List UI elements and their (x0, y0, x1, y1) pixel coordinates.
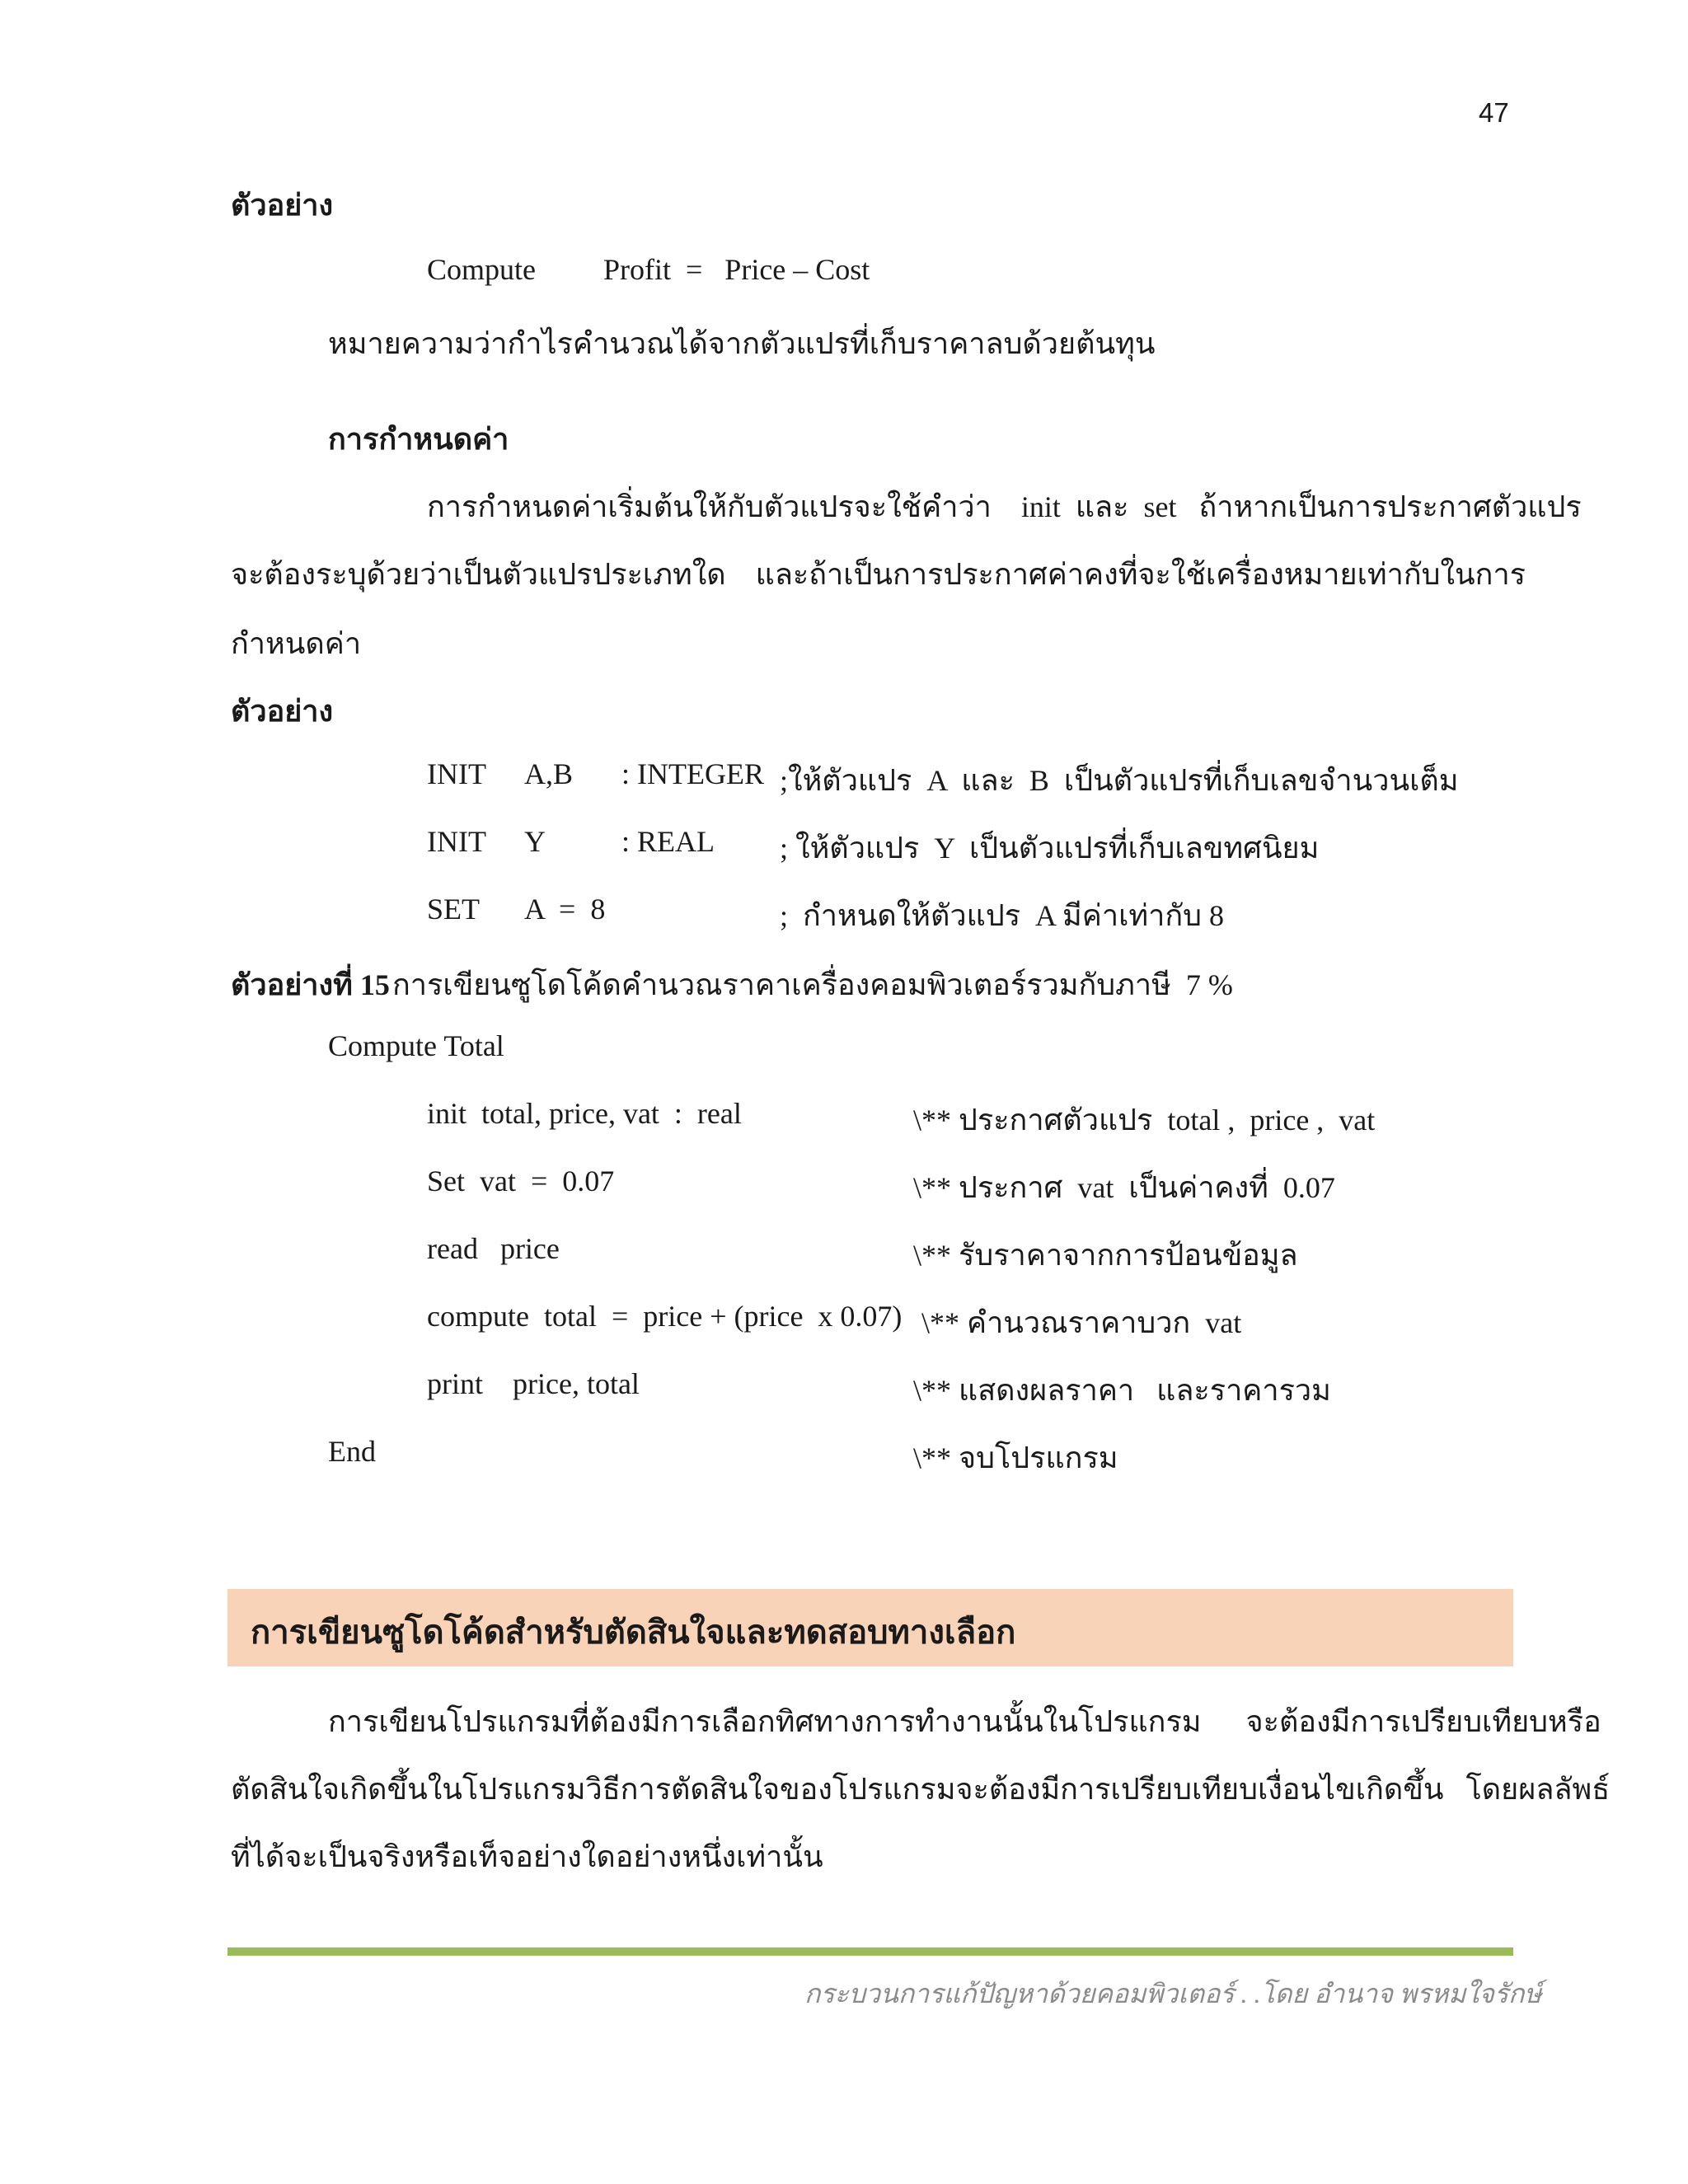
decl-variable: A,B (524, 757, 574, 790)
assign-paragraph-line3: กำหนดค่า (231, 627, 362, 660)
code-line: compute total = price + (price x 0.07) (427, 1300, 903, 1333)
footer-text: กระบวนการแก้ปัญหาด้วยคอมพิวเตอร์ . .โดย อำนาจ พรหมใจรักษ์ (804, 1979, 1542, 2008)
footer-rule (227, 1947, 1513, 1956)
section-paragraph-line2: ตัดสินใจเกิดขึ้นในโปรแกรมวิธีการตัดสินใจของโปรแกรมจะต้องมีการเปรียบเทียบเงื่อนไขเกิดขึ้น โดยผลลัพธ์ (231, 1773, 1611, 1806)
decl-keyword: INIT (427, 825, 486, 858)
code-comment: \** จบโปรแกรม (913, 1441, 1118, 1474)
code-line: init total, price, vat : real (427, 1097, 742, 1130)
assign-heading: การกำหนดค่า (328, 423, 509, 456)
decl-comment: ;ให้ตัวแปร A และ B เป็นตัวแปรที่เก็บเลขจำนวนเต็ม (780, 764, 1459, 797)
code-line: Set vat = 0.07 (427, 1165, 615, 1197)
example-label: ตัวอย่าง (231, 189, 334, 222)
assign-paragraph-line1: การกำหนดค่าเริ่มต้นให้กับตัวแปรจะใช้คำว่า init และ set ถ้าหากเป็นการประกาศตัวแปร (427, 490, 1582, 523)
example-meaning: หมายความว่ากำไรคำนวณได้จากตัวแปรที่เก็บราคาลบด้วยต้นทุน (328, 327, 1156, 360)
page-number: 47 (1479, 97, 1509, 128)
compute-keyword: Compute (427, 253, 536, 286)
example-label: ตัวอย่าง (231, 695, 334, 728)
decl-type: : REAL (621, 825, 715, 858)
decl-keyword: INIT (427, 757, 486, 790)
section-paragraph-line1: การเขียนโปรแกรมที่ต้องมีการเลือกทิศทางการทำงานนั้นในโปรแกรม จะต้องมีการเปรียบเทียบหรือ (328, 1705, 1601, 1738)
example15-label: ตัวอย่างที่ 15 (231, 968, 390, 1001)
code-line: read price (427, 1232, 560, 1265)
assign-paragraph-line2: จะต้องระบุด้วยว่าเป็นตัวแปรประเภทใด และถ้าเป็นการประกาศค่าคงที่จะใช้เครื่องหมายเท่ากับในการ (231, 558, 1526, 591)
code-comment: \** รับราคาจากการป้อนข้อมูล (913, 1239, 1298, 1272)
code-line: print price, total (427, 1367, 640, 1400)
code-comment: \** ประกาศตัวแปร total , price , vat (913, 1104, 1376, 1137)
compute-expression: Profit = Price – Cost (603, 253, 870, 286)
code-comment: \** แสดงผลราคา และราคารวม (913, 1374, 1331, 1407)
decl-variable: Y (524, 825, 546, 858)
decl-type: : INTEGER (621, 757, 764, 790)
code-comment: \** คำนวณราคาบวก vat (921, 1306, 1242, 1339)
decl-keyword: SET (427, 893, 481, 926)
section-title: การเขียนซูโดโค้ดสำหรับตัดสินใจและทดสอบทางเลือก (251, 1614, 1016, 1651)
decl-comment: ; ให้ตัวแปร Y เป็นตัวแปรที่เก็บเลขทศนิยม (780, 832, 1320, 865)
code-header: Compute Total (328, 1029, 504, 1062)
code-end: End (328, 1435, 376, 1468)
decl-variable: A = 8 (524, 893, 606, 926)
example15-caption: การเขียนซูโดโค้ดคำนวณราคาเครื่องคอมพิวเตอร์รวมกับภาษี 7 % (392, 968, 1233, 1001)
code-comment: \** ประกาศ vat เป็นค่าคงที่ 0.07 (913, 1171, 1335, 1204)
decl-comment: ; กำหนดให้ตัวแปร A มีค่าเท่ากับ 8 (780, 899, 1224, 932)
section-heading-band (227, 1589, 1513, 1666)
section-paragraph-line3: ที่ได้จะเป็นจริงหรือเท็จอย่างใดอย่างหนึ่งเท่านั้น (231, 1840, 823, 1873)
